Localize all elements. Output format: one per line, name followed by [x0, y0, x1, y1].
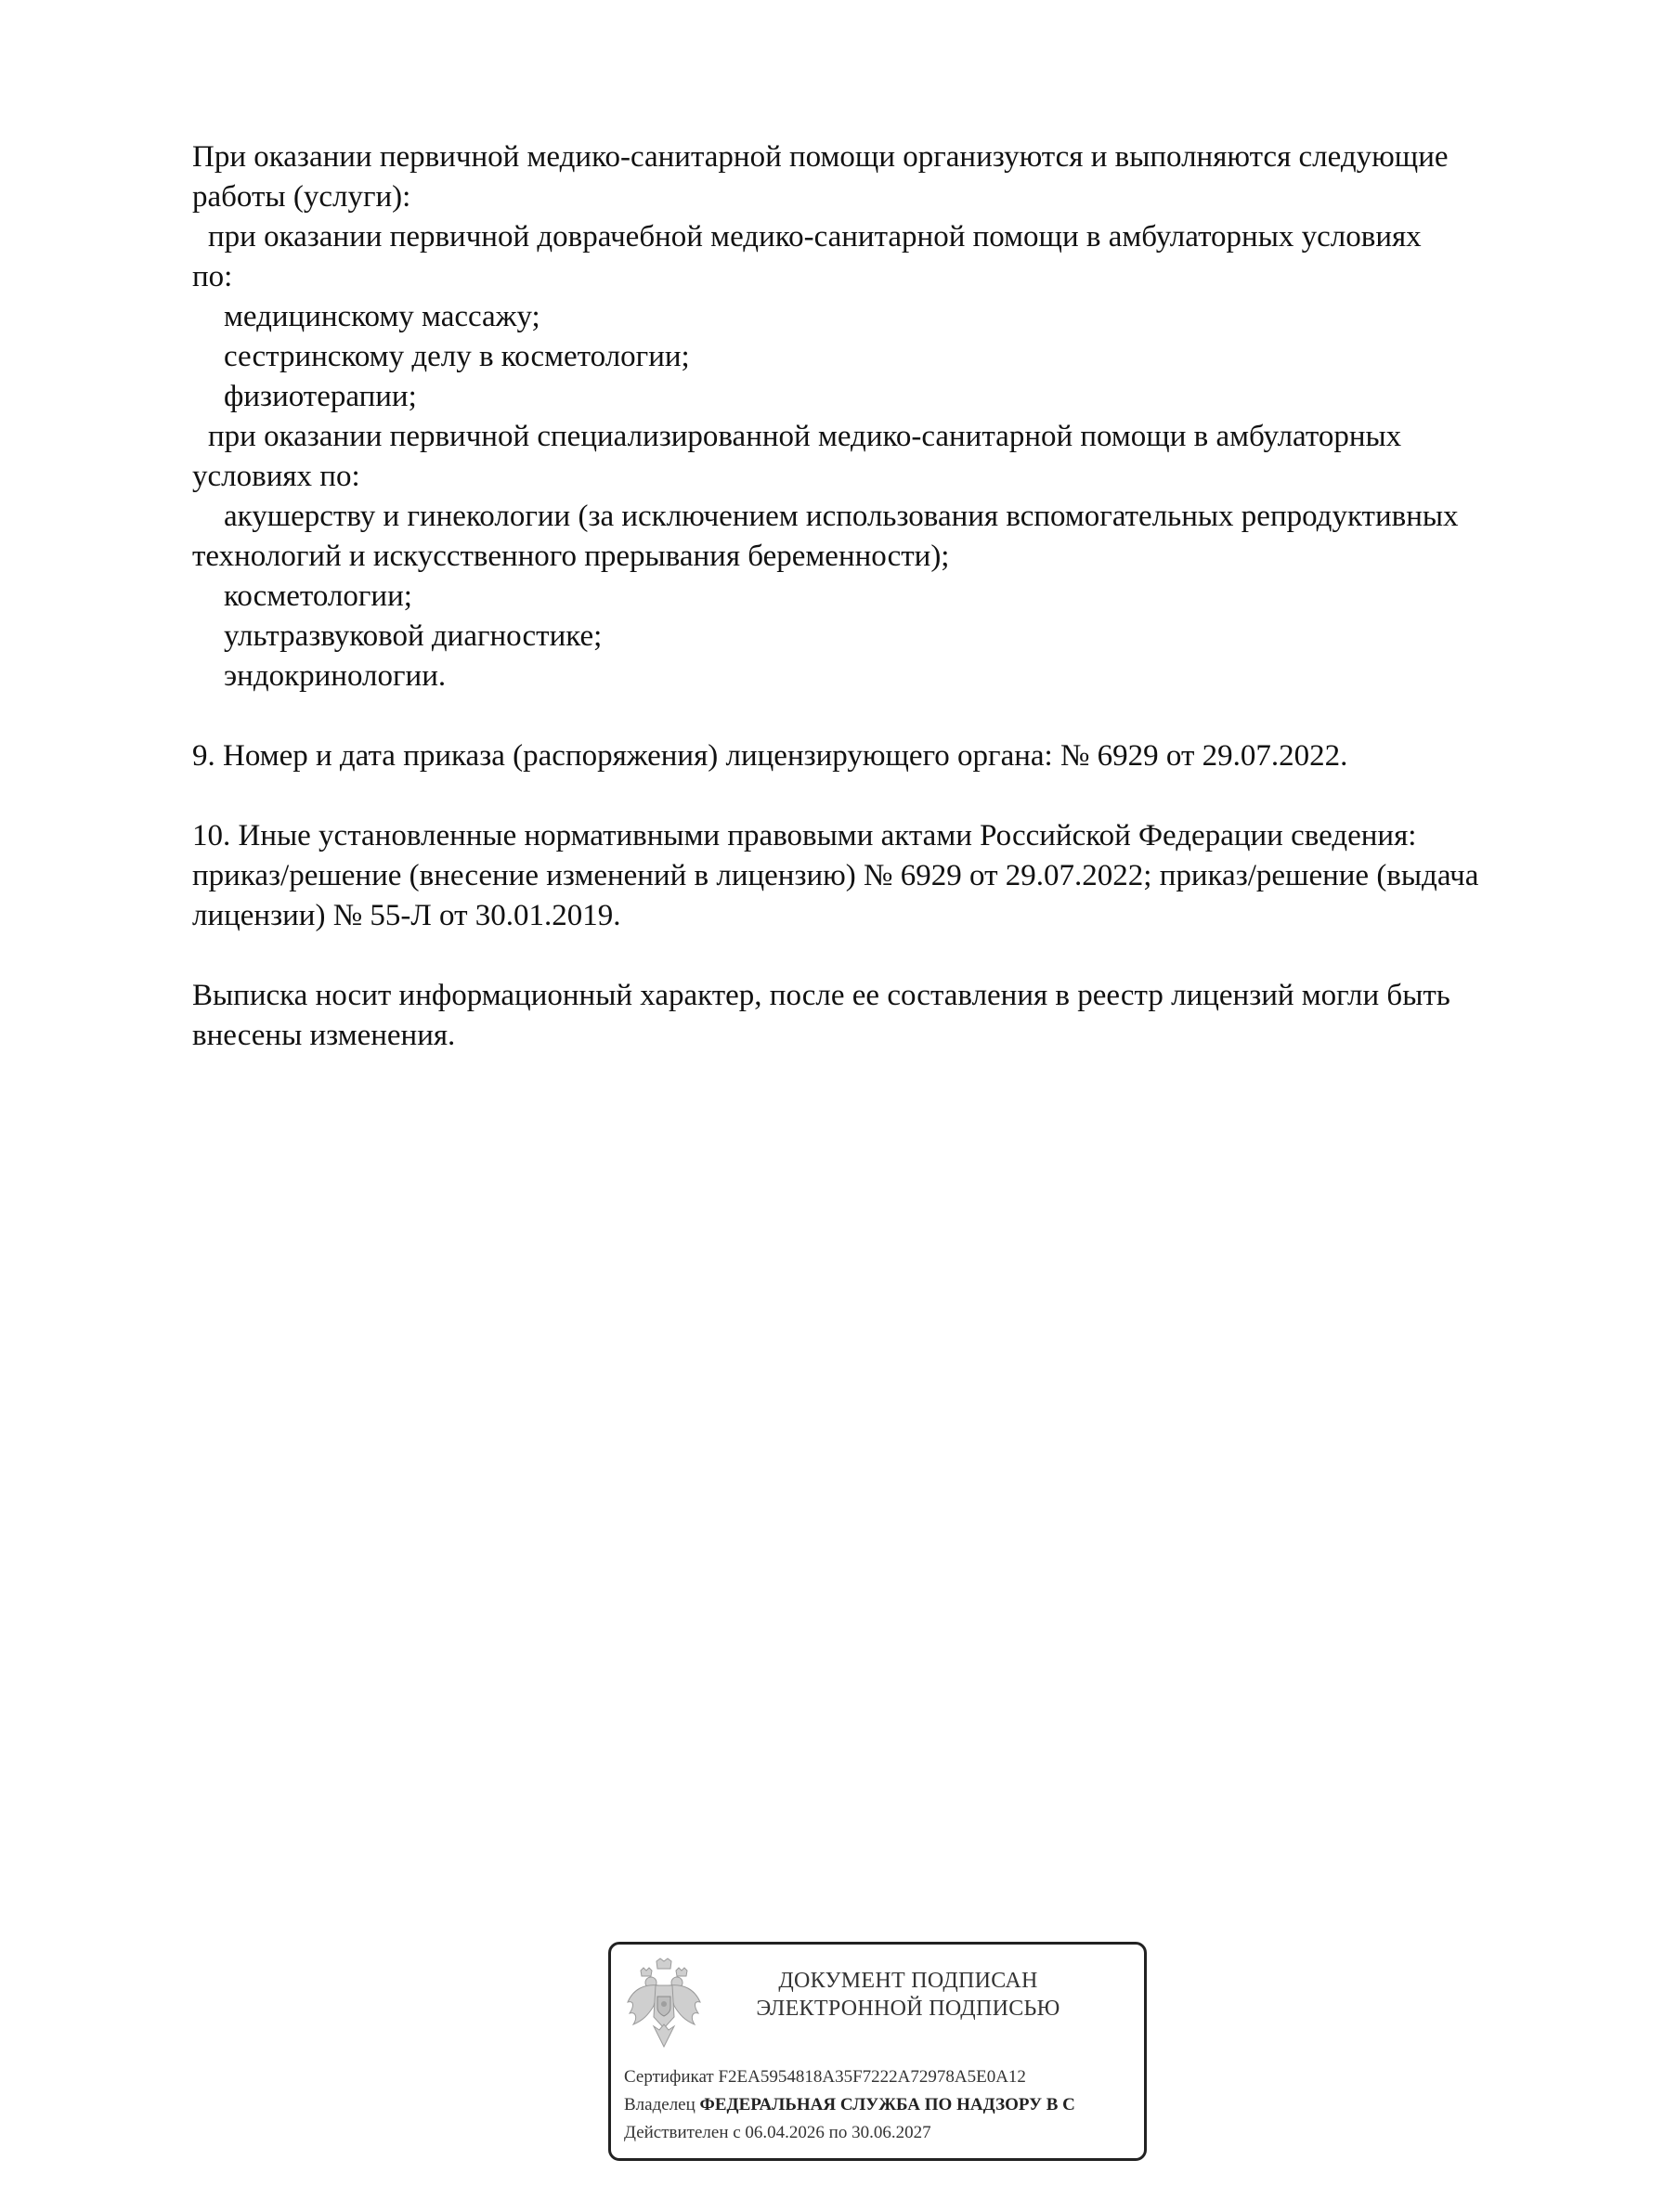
- paragraph-gap: [192, 696, 1585, 736]
- section-a-header-line: при оказании первичной доврачебной медико-санитарной помощи в амбулаторных условиях: [208, 220, 1422, 254]
- stamp-title-line: ЭЛЕКТРОННОЙ ПОДПИСЬЮ: [756, 1997, 1060, 2021]
- certificate-line: [624, 2067, 1026, 2088]
- section-b-item: акушерству и гинекологии (за исключением использования вспомогательных репродуктивных: [224, 500, 1459, 533]
- intro-line: При оказании первичной медико-санитарной помощи организуются и выполняются следующие: [192, 140, 1449, 174]
- document-body: [192, 137, 1585, 1056]
- item-10-line: лицензии) № 55-Л от 30.01.2019.: [192, 899, 621, 932]
- paragraph-gap: [192, 936, 1585, 976]
- validity-value: с 06.04.2026 по 30.06.2027: [733, 2123, 931, 2142]
- item-9: 9. Номер и дата приказа (распоряжения) лицензирующего органа: № 6929 от 29.07.2022.: [192, 739, 1348, 773]
- section-a-header-line: по:: [192, 260, 233, 293]
- certificate-value: F2EA5954818A35F7222A72978A5E0A12: [718, 2067, 1026, 2087]
- owner-line: [624, 2095, 1075, 2115]
- validity-label: Действителен: [624, 2123, 729, 2142]
- validity-line: [624, 2123, 931, 2143]
- electronic-signature-stamp: [608, 1942, 1147, 2161]
- section-a-item: сестринскому делу в косметологии;: [224, 340, 690, 373]
- section-a-item: медицинскому массажу;: [224, 300, 540, 333]
- section-a-item: физиотерапии;: [224, 380, 417, 413]
- section-b-item: ультразвуковой диагностике;: [224, 619, 603, 653]
- section-b-item: эндокринологии.: [224, 659, 447, 693]
- section-b-header-line: при оказании первичной специализированной медико-санитарной помощи в амбулаторных: [208, 420, 1402, 453]
- certificate-label: Сертификат: [624, 2067, 714, 2087]
- item-10-line: 10. Иные установленные нормативными правовыми актами Российской Федерации сведения:: [192, 819, 1417, 852]
- disclaimer-line: внесены изменения.: [192, 1019, 456, 1052]
- section-b-item: косметологии;: [224, 579, 412, 613]
- paragraph-gap: [192, 776, 1585, 816]
- stamp-title: [722, 1967, 1094, 2023]
- item-10-line: приказ/решение (внесение изменений в лицензию) № 6929 от 29.07.2022; приказ/решение (выдача: [192, 859, 1479, 892]
- owner-value: ФЕДЕРАЛЬНАЯ СЛУЖБА ПО НАДЗОРУ В С: [699, 2095, 1075, 2114]
- intro-line: работы (услуги):: [192, 180, 411, 214]
- section-b-item-continuation: технологий и искусственного прерывания беременности);: [192, 540, 950, 573]
- disclaimer-line: Выписка носит информационный характер, после ее составления в реестр лицензий могли быть: [192, 979, 1450, 1012]
- stamp-title-line: ДОКУМЕНТ ПОДПИСАН: [778, 1969, 1038, 1993]
- section-b-header-line: условиях по:: [192, 460, 360, 493]
- russian-coat-of-arms-icon: [626, 1958, 702, 2049]
- owner-label: Владелец: [624, 2095, 696, 2114]
